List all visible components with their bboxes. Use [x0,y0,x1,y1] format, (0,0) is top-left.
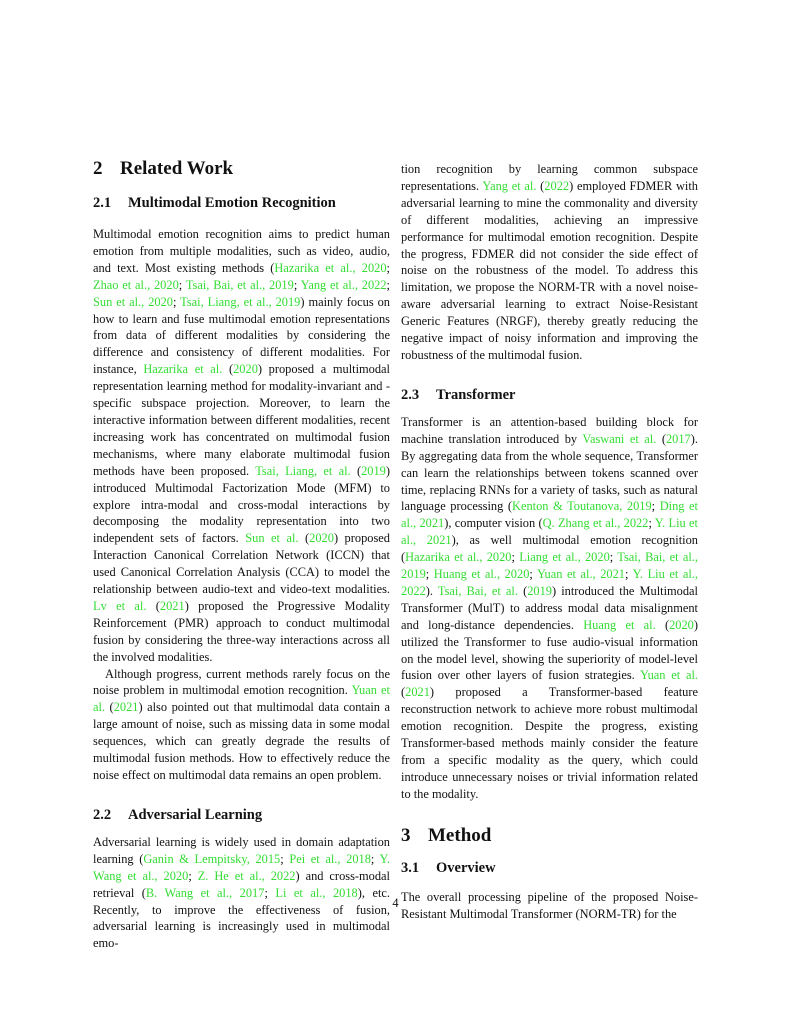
citation-link[interactable]: Y. Liu et al., 2022 [401,567,698,598]
citation-link[interactable]: 2020 [669,617,694,632]
citation-link[interactable]: Yuan et al. [640,668,698,683]
subsection-number: 2.2 [93,806,112,823]
citation-link[interactable]: Huang et al. [583,617,656,632]
subsection-number: 2.3 [401,386,420,403]
subsection-number: 2.1 [93,195,112,211]
citation-link[interactable]: Tsai, Bai, et al., 2019 [401,550,698,582]
citation-link[interactable]: Y. Wang et al., 2020 [93,851,390,883]
subsection-title: Overview [436,859,496,876]
citation-link[interactable]: Zhao et al., 2020 [93,277,179,292]
paragraph-overview: The overall processing pipeline of the proposed Noise-Resistant Multimodal Transformer (NORM-TR) for the [401,889,698,921]
paragraph-multimodal-emotion-recognition: Multimodal emotion recognition aims to predict human emotion from multiple modalities, such as video, audio, and text. Most existing methods (Hazarika et al., 2020; Zhao et al., 2020; Tsai, Bai, et al., 2019; Yang et al., 2022; Sun et al., 2020; Tsai, Liang, et al., 2019) mainly focus on how to learn and fuse multimodal emotion representations from data of different modalities by considering the difference and consistency of different modalities. For instance, Hazarika et al. (2020) proposed a multimodal representation learning method for modality-invariant and -specific subspace projection. Moreover, to learn the interactive information between different modalities, recent increasing work has concentrated on multimodal fusion mechanisms, where many elaborate multimodal fusion methods have been proposed. Tsai, Liang, et al. (2019) introduced Multimodal Factorization Mode (MFM) to explore intra-modal and cross-modal interactions by decomposing the modality representation into two independent sets of factors. Sun et al. (2020) proposed Interaction Canonical Correlation Network (ICCN) that used Canonical Correlation Analysis (CCA) to model the relationship between audio-text and video-text modalities. Lv et al. (2021) proposed the Progressive Modality Reinforcement (PMR) approach to conduct multimodal fusion by considering the three-way interactions across all the involved modalities. [93,227,390,664]
citation-link[interactable]: Q. Zhang et al., 2022 [542,516,649,531]
citation-link[interactable]: Y. Liu et al., 2021 [401,516,698,548]
subsection-title: Adversarial Learning [128,806,263,823]
paragraph-transformer: Transformer is an attention-based building block for machine translation introduced by Vaswani et al. (2017). By aggregating data from the whole sequence, Transformer can learn the relationships between tokens scanned over time, replacing RNNs for a variety of tasks, such as natural language processing (Kenton & Toutanova, 2019; Ding et al., 2021), computer vision (Q. Zhang et al., 2022; Y. Liu et al., 2021), as well multimodal emotion recognition (Hazarika et al., 2020; Liang et al., 2020; Tsai, Bai, et al., 2019; Huang et al., 2020; Yuan et al., 2021; Y. Liu et al., 2022). Tsai, Bai, et al. (2019) introduced the Multimodal Transformer (MulT) to address modal data misalignment and long-distance dependencies. Huang et al. (2020) utilized the Transformer to fuse audio-visual information on the model level, showing the superiority of model-level fusion over other layers of fusion strategies. Yuan et al. (2021) proposed a Transformer-based feature reconstruction network to achieve more robust multimodal emotion recognition. Despite the progress, existing Transformer-based methods mainly consider the feature from a specific modality as the query, which could introduce unnecessary noises or trivial information related to the modality. [401,414,698,801]
citation-link[interactable]: Li et al., 2018 [275,885,358,900]
citation-link[interactable]: Vaswani et al. [582,431,657,446]
section-heading-method [401,825,698,847]
citation-link[interactable]: Tsai, Bai, et al. [437,583,518,598]
subsection-heading-overview [401,859,698,877]
subsection-title: Transformer [436,386,516,403]
section-number: 2 [93,158,103,179]
citation-link[interactable]: Z. He et al., 2022 [197,868,296,883]
paragraph-adversarial-learning-continued: tion recognition by learning common subspace representations. Yang et al. (2022) employed FDMER with adversarial learning to mine the commonality and diversity of different modalities, achieving an impressive performance for multimodal emotion recognition. Despite the progress, FDMER did not consider the side effect of noise on the robustness of the model. To address this limitation, we propose the NORM-TR with a novel noise-aware adversarial learning to extract Noise-Resistant Generic Features (NRGF), thereby greatly reducing the negative impact of noisy information and improving the robustness of the multimodal fusion. [401,162,698,362]
citation-link[interactable]: 2019 [527,583,552,598]
subsection-heading-transformer [401,386,698,404]
right-column [401,161,698,923]
citation-link[interactable]: Huang et al., 2020 [433,567,530,582]
section-number: 3 [401,824,411,846]
citation-link[interactable]: Ding et al., 2021 [401,499,698,531]
citation-link[interactable]: Yang et al. [482,178,537,193]
citation-link[interactable]: Lv et al. [93,598,147,613]
citation-link[interactable]: Liang et al., 2020 [519,550,610,565]
citation-link[interactable]: B. Wang et al., 2017 [145,885,265,900]
citation-link[interactable]: Yuan et al., 2021 [536,567,625,582]
left-column [93,158,390,952]
citation-link[interactable]: Ganin & Lempitsky, 2015 [143,851,281,866]
citation-link[interactable]: Hazarika et al., 2020 [405,550,512,565]
citation-link[interactable]: 2017 [665,431,691,446]
citation-link[interactable]: Sun et al. [245,531,299,546]
citation-link[interactable]: Hazarika et al., 2020 [274,260,387,275]
citation-link[interactable]: Hazarika et al. [143,362,223,377]
citation-link[interactable]: Sun et al., 2020 [93,294,173,309]
citation-link[interactable]: Tsai, Liang, et al., 2019 [180,294,301,309]
citation-link[interactable]: 2020 [233,362,258,377]
citation-link[interactable]: Tsai, Bai, et al., 2019 [185,277,294,292]
subsection-title: Multimodal Emotion Recognition [128,195,336,211]
citation-link[interactable]: 2021 [405,685,430,700]
citation-link[interactable]: 2019 [361,463,386,478]
subsection-number: 3.1 [401,859,420,876]
paragraph-noise-problem: Although progress, current methods rarely focus on the noise problem in multimodal emotion recognition. Yuan et al. (2021) also pointed out that multimodal data contain a large amount of noise, such as missing data in some modal sequences, which can greatly degrade the results of multimodal fusion methods. How to effectively reduce the noise effect on multimodal data remains an open problem. [93,666,390,782]
citation-link[interactable]: 2020 [309,531,334,546]
citation-link[interactable]: 2021 [113,700,139,715]
citation-link[interactable]: Yang et al., 2022 [300,277,387,292]
citation-link[interactable]: Tsai, Liang, et al. [255,463,351,478]
section-title: Related Work [120,158,234,179]
paragraph-adversarial-learning: Adversarial learning is widely used in domain adaptation learning (Ganin & Lempitsky, 2015; Pei et al., 2018; Y. Wang et al., 2020; Z. He et al., 2022) and cross-modal retrieval (B. Wang et al., 2017; Li et al., 2018), etc. Recently, to improve the effectiveness of fusion, adversarial learning is increasingly used in multimodal emo- [93,834,390,951]
subsection-heading-adversarial-learning [93,806,390,824]
citation-link[interactable]: Pei et al., 2018 [289,851,371,866]
citation-link[interactable]: 2021 [159,598,185,613]
citation-link[interactable]: 2022 [544,178,570,193]
section-heading-related-work [93,158,390,180]
subsection-heading-multimodal-emotion-recognition [93,194,390,212]
section-title: Method [428,824,492,846]
citation-link[interactable]: Kenton & Toutanova, 2019 [512,499,652,514]
citation-link[interactable]: Yuan et al. [93,683,390,715]
page-number: 4 [392,896,399,910]
